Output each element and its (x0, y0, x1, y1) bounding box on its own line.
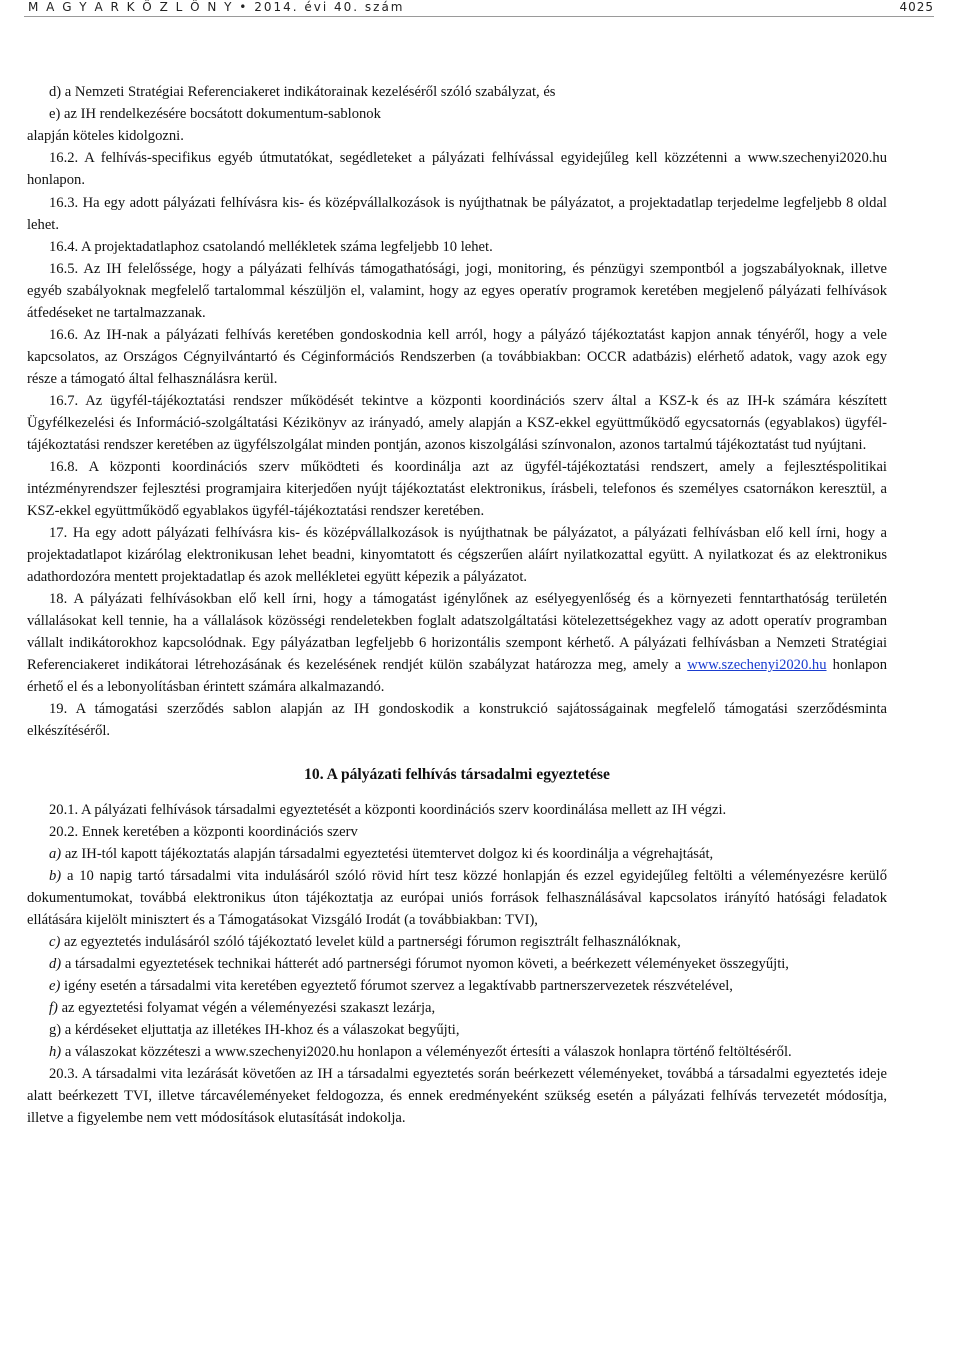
item-d2-text: a társadalmi egyeztetések technikai hátterét adó partnerségi fórumot nyomon követi, a beérkezett véleményeket összegyűjti, (61, 956, 789, 972)
item-c-text: az egyeztetés indulásáról szóló tájékoztató levelet küld a partnerségi fórumon regisztrált felhasználóknak, (60, 934, 681, 950)
paragraph-19: 19. A támogatási szerződés sablon alapján az IH gondoskodik a konstrukció sajátosságainak megfelelő támogatási szerződésminta elkészítéséről. (27, 701, 887, 739)
document-body (27, 81, 887, 1129)
item-a (27, 843, 887, 865)
item-d2-label: d) (49, 956, 62, 972)
paragraph-16-5: 16.5. Az IH felelőssége, hogy a pályázati felhívás támogathatósági, jogi, monitoring, és pénzügyi szempontból a jogszabályoknak, illetve egyéb szabályoknak megfelelő tartalommal készüljön el, valamint, hogy az egyes operatív programok keretében megjelenő pályázati felhívások átfedéseket ne tartalmazzanak. (27, 261, 887, 321)
paragraph-20-3: 20.3. A társadalmi vita lezárását követően az IH a társadalmi egyeztetés során beérkezett véleményeket, továbbá a társadalmi egyeztetés ideje alatt beérkezett TVI, illetve tárcavéleményeket feldogozza, és ennek eredményeként szükség esetén a pályázati felhívás tervezetét módosítja, illetve a figyelembe nem vett módosítások elutasítását indokolja. (27, 1066, 887, 1126)
paragraph-20-2: 20.2. Ennek keretében a központi koordinációs szerv (49, 824, 358, 840)
item-b-label: b) (49, 868, 62, 884)
section-title: 10. A pályázati felhívás társadalmi egyeztetése (304, 766, 610, 783)
item-a-label: a) (49, 846, 62, 862)
item-e2-text: igény esetén a társadalmi vita keretében egyeztető fórumot szervez a legaktívabb partnerszervezetek részvételével, (60, 978, 733, 994)
header-rule (24, 16, 934, 17)
item-c (27, 931, 887, 953)
item-h-text: a válaszokat közzéteszi a www.szechenyi2020.hu honlapon a véleményezőt értesíti a válaszok honlapra történő feltöltéséről. (61, 1044, 792, 1060)
item-e: e) az IH rendelkezésére bocsátott dokumentum-sablonok (49, 106, 381, 122)
item-b-text: a 10 napig tartó társadalmi vita indulásáról szóló rövid hírt tesz közzé honlapján és ezzel egyidejűleg feltölti a véleményezésre kerülő dokumentumokat, továbbá elektronikus úton tájékoztatja az európai uniós források felhasználásával kapcsolatos irányító hatósági feladatok ellátására kijelölt minisztert és a Támogatásokat Vizsgáló Irodát (a továbbiakban: TVI), (27, 868, 887, 928)
item-e2 (27, 975, 887, 997)
item-h (27, 1041, 887, 1063)
item-f (27, 997, 887, 1019)
paragraph-17: 17. Ha egy adott pályázati felhívásra kis- és középvállalkozások is nyújthatnak be pályázatot, a pályázati felhívásban elő kell írni, hogy a projektadatlapot kizárólag elektronikusan lehet beadni, kinyomtatott és cégszerűen aláírt nyilatkozattal együtt. A nyilatkozat és az elektronikus adathordozóra mentett projektadatlap és azok mellékletei együtt képezik a pályázatot. (27, 525, 887, 585)
paragraph-16-8: 16.8. A központi koordinációs szerv működteti és koordinálja azt az ügyfél-tájékoztatási rendszert, amely a fejlesztéspolitikai intézményrendszer fejlesztési programjaira kiterjedően nyújt tájékoztatást elektronikus, írásbeli, telefonos és személyes csatornákon keresztül, a KSZ-ekkel együttműködő egyablakos ügyfél-tájékoztatási rendszer keretében. (27, 459, 887, 519)
page-number: 4025 (899, 0, 934, 14)
item-a-text: az IH-tól kapott tájékoztatás alapján társadalmi egyeztetési ütemtervet dolgoz ki és koordinálja a végrehajtását, (61, 846, 714, 862)
item-e-continuation: alapján köteles kidolgozni. (27, 128, 184, 144)
paragraph-18 (27, 588, 887, 698)
item-f-label: f) (49, 1000, 58, 1016)
paragraph-16-2: 16.2. A felhívás-specifikus egyéb útmutatókat, segédleteket a pályázati felhívással egyidejűleg kell közzétenni a www.szechenyi2020.hu honlapon. (27, 150, 887, 188)
item-g: g) a kérdéseket eljuttatja az illetékes IH-khoz és a válaszokat begyűjti, (49, 1022, 460, 1038)
item-f-text: az egyeztetési folyamat végén a véleményezési szakaszt lezárja, (57, 1000, 436, 1016)
item-h-label: h) (49, 1044, 62, 1060)
paragraph-16-3: 16.3. Ha egy adott pályázati felhívásra kis- és középvállalkozások is nyújthatnak be pályázatot, a projektadatlap terjedelme legfeljebb 8 oldal lehet. (27, 195, 887, 233)
paragraph-16-4: 16.4. A projektadatlaphoz csatolandó mellékletek száma legfeljebb 10 lehet. (49, 239, 493, 255)
item-d: d) a Nemzeti Stratégiai Referenciakeret indikátorainak kezeléséről szóló szabályzat, és (49, 84, 556, 100)
paragraph-16-6: 16.6. Az IH-nak a pályázati felhívás keretében gondoskodnia kell arról, hogy a pályázó tájékoztatást kapjon annak tényéről, hogy a vele kapcsolatos, az Országos Cégnyilvántartó és Céginformációs Rendszerben (a továbbiakban: OCCR adatbázis) elérhető adatok, vagy azok egy része a támogató által felhasználásra kerül. (27, 327, 887, 387)
paragraph-16-7: 16.7. Az ügyfél-tájékoztatási rendszer működését tekintve a központi koordinációs szerv által a KSZ-k és az IH-k számára készített Ügyfélkezelési és Információ-szolgáltatási Kézikönyv az irányadó, amely alapján a KSZ-ekkel együttműködő egycsatornás (egyablakos) ügyfél-tájékoztatási rendszer keretében az ügyfélszolgálat minden pontján, azonos kiszolgálási színvonalon, azonos tartalmú tájékoztatást tud nyújtani. (27, 393, 887, 453)
item-d2 (27, 953, 887, 975)
paragraph-18-text-start: 18. A pályázati felhívásokban elő kell írni, hogy a támogatást igénylőnek az esélyegyenlőség és a környezeti fenntarthatóság területén vállalásokat kell tennie, ha a vállalások közösségi rendeletekben foglalt adatszolgáltatási kötelezettségekhez vagy az adott operatív programban vállalt indikátorokhoz kapcsolódnak. Egy pályázatban legfeljebb 6 horizontális szempont kérhető. A pályázati felhívásban a Nemzeti Stratégiai Referenciakeret indikátorai létrehozásának és kezelésének rendjét külön szabályzat határozza meg, amely a (27, 591, 887, 673)
szechenyi-link[interactable]: www.szechenyi2020.hu (687, 657, 827, 673)
item-c-label: c) (49, 934, 61, 950)
item-b (27, 865, 887, 931)
paragraph-18-text-end: honlapon érhető el és a lebonyolításban érintett számára alkalmazandó. (27, 657, 887, 695)
page-header (24, 0, 934, 18)
item-e2-label: e) (49, 978, 61, 994)
journal-title: M A G Y A R K Ö Z L Ö N Y • 2014. évi 40. szám (28, 0, 405, 14)
paragraph-20-1: 20.1. A pályázati felhívások társadalmi egyeztetését a központi koordinációs szerv koordinálása mellett az IH végzi. (49, 802, 727, 818)
